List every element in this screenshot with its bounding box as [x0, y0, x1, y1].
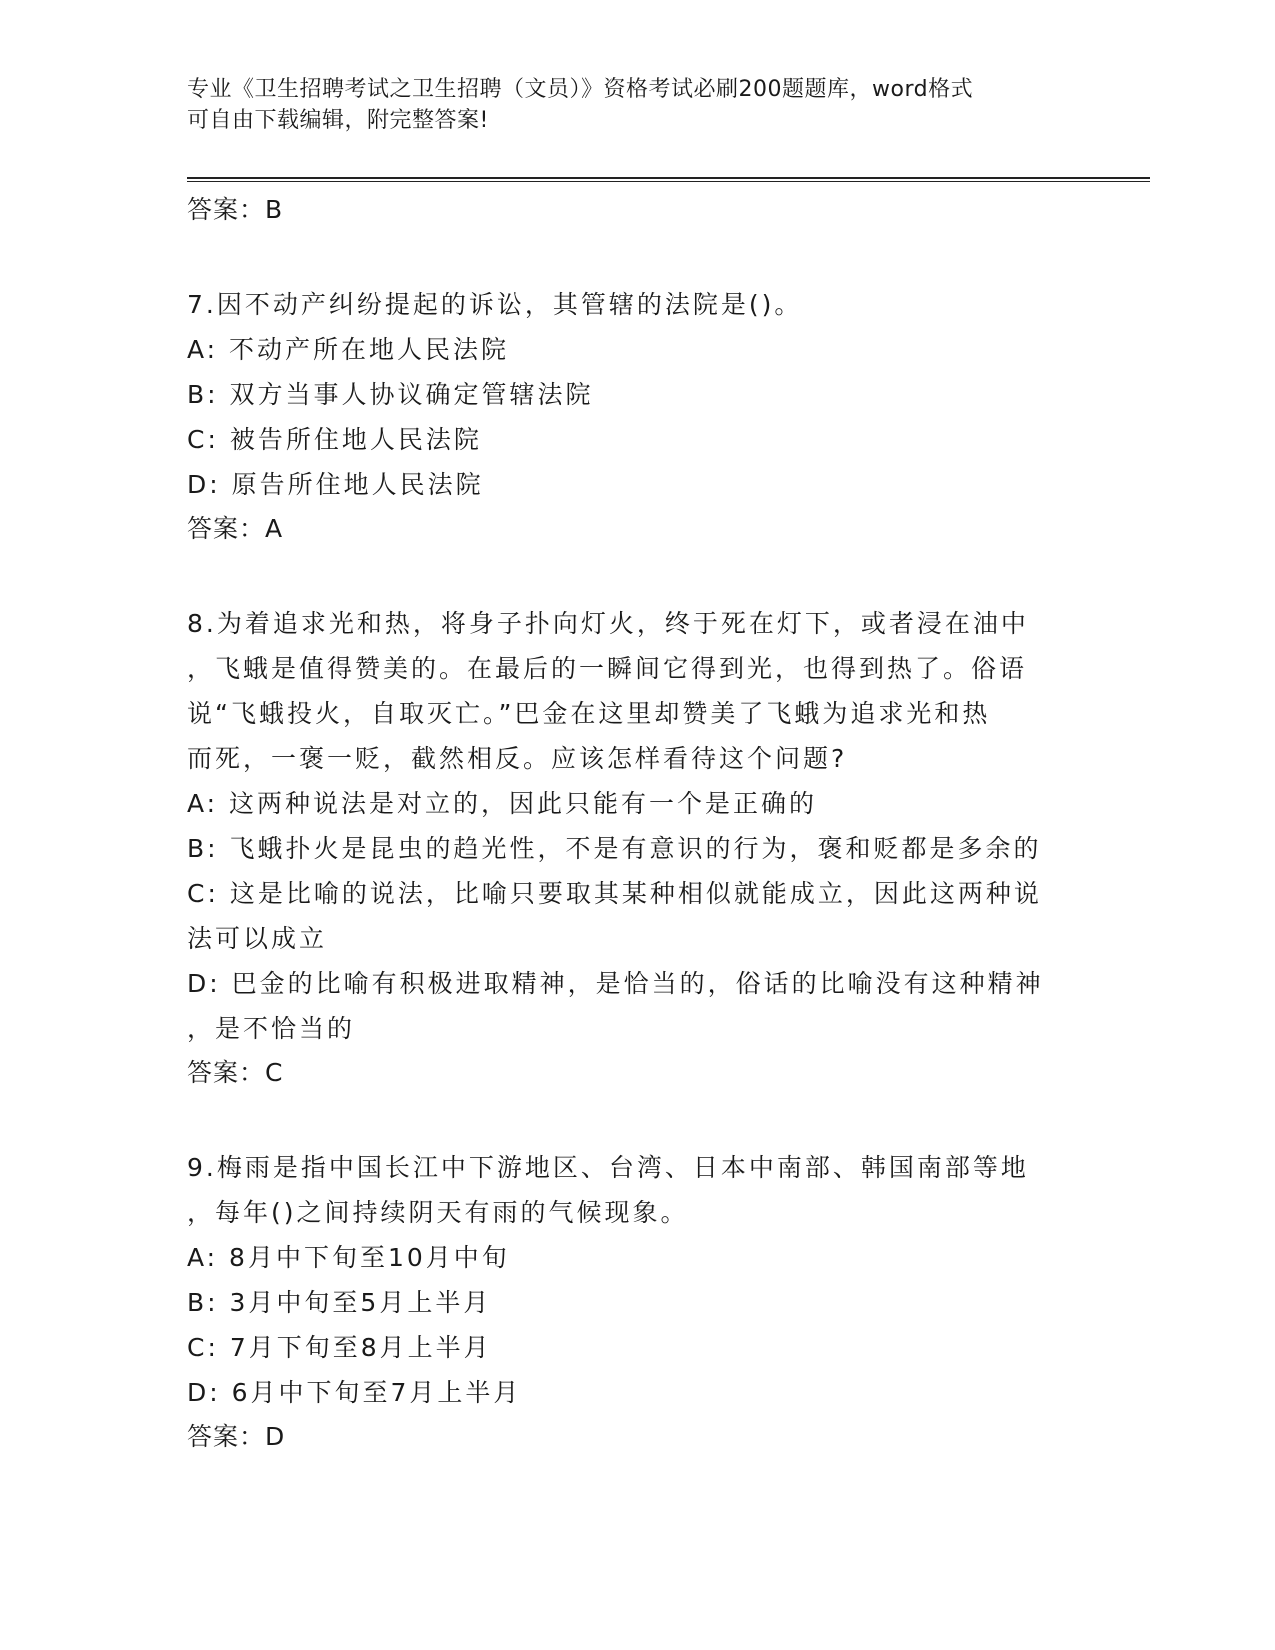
option-d: D: 6月中下旬至7月上半月 — [187, 1378, 522, 1407]
document-header — [187, 74, 1067, 136]
header-line-1: 专业《卫生招聘考试之卫生招聘（文员）》资格考试必刷200题题库，word格式 — [187, 77, 974, 102]
question-7 — [187, 282, 1087, 549]
question-list — [187, 190, 1087, 1457]
question-stem-line: 说“飞蛾投火，自取灭亡。”巴金在这里却赞美了飞蛾为追求光和热 — [187, 699, 991, 728]
header-divider — [187, 177, 1150, 182]
option-b: B: 双方当事人协议确定管辖法院 — [187, 380, 594, 409]
option-a: A: 8月中下旬至10月中旬 — [187, 1243, 510, 1272]
option-a: A: 不动产所在地人民法院 — [187, 335, 510, 364]
header-line-2: 可自由下载编辑，附完整答案! — [187, 108, 489, 133]
question-stem-line: 8.为着追求光和热，将身子扑向灯火，终于死在灯下，或者浸在油中 — [187, 609, 1029, 638]
question-stem-line: ，飞蛾是值得赞美的。在最后的一瞬间它得到光，也得到热了。俗语 — [187, 654, 1028, 683]
option-c: C: 这是比喻的说法，比喻只要取其某种相似就能成立，因此这两种说 — [187, 879, 1042, 908]
option-d-continued: ，是不恰当的 — [187, 1014, 356, 1043]
previous-answer: 答案：B — [187, 195, 284, 224]
answer: 答案：C — [187, 1058, 284, 1087]
option-a: A: 这两种说法是对立的，因此只能有一个是正确的 — [187, 789, 818, 818]
question-9 — [187, 1145, 1087, 1457]
option-c-continued: 法可以成立 — [187, 924, 328, 953]
option-c: C: 被告所住地人民法院 — [187, 425, 482, 454]
option-b: B: 飞蛾扑火是昆虫的趋光性，不是有意识的行为，褒和贬都是多余的 — [187, 834, 1042, 863]
option-d: D: 原告所住地人民法院 — [187, 470, 484, 499]
answer: 答案：A — [187, 514, 284, 543]
question-stem-line: ，每年()之间持续阴天有雨的气候现象。 — [187, 1198, 689, 1227]
question-stem-line: 而死，一褒一贬，截然相反。应该怎样看待这个问题? — [187, 744, 848, 773]
answer: 答案：D — [187, 1422, 286, 1451]
question-8 — [187, 601, 1087, 1093]
option-c: C: 7月下旬至8月上半月 — [187, 1333, 492, 1362]
option-d: D: 巴金的比喻有积极进取精神，是恰当的，俗话的比喻没有这种精神 — [187, 969, 1044, 998]
question-stem-line: 9.梅雨是指中国长江中下游地区、台湾、日本中南部、韩国南部等地 — [187, 1153, 1029, 1182]
option-b: B: 3月中旬至5月上半月 — [187, 1288, 492, 1317]
question-stem-line: 7.因不动产纠纷提起的诉讼，其管辖的法院是()。 — [187, 290, 803, 319]
